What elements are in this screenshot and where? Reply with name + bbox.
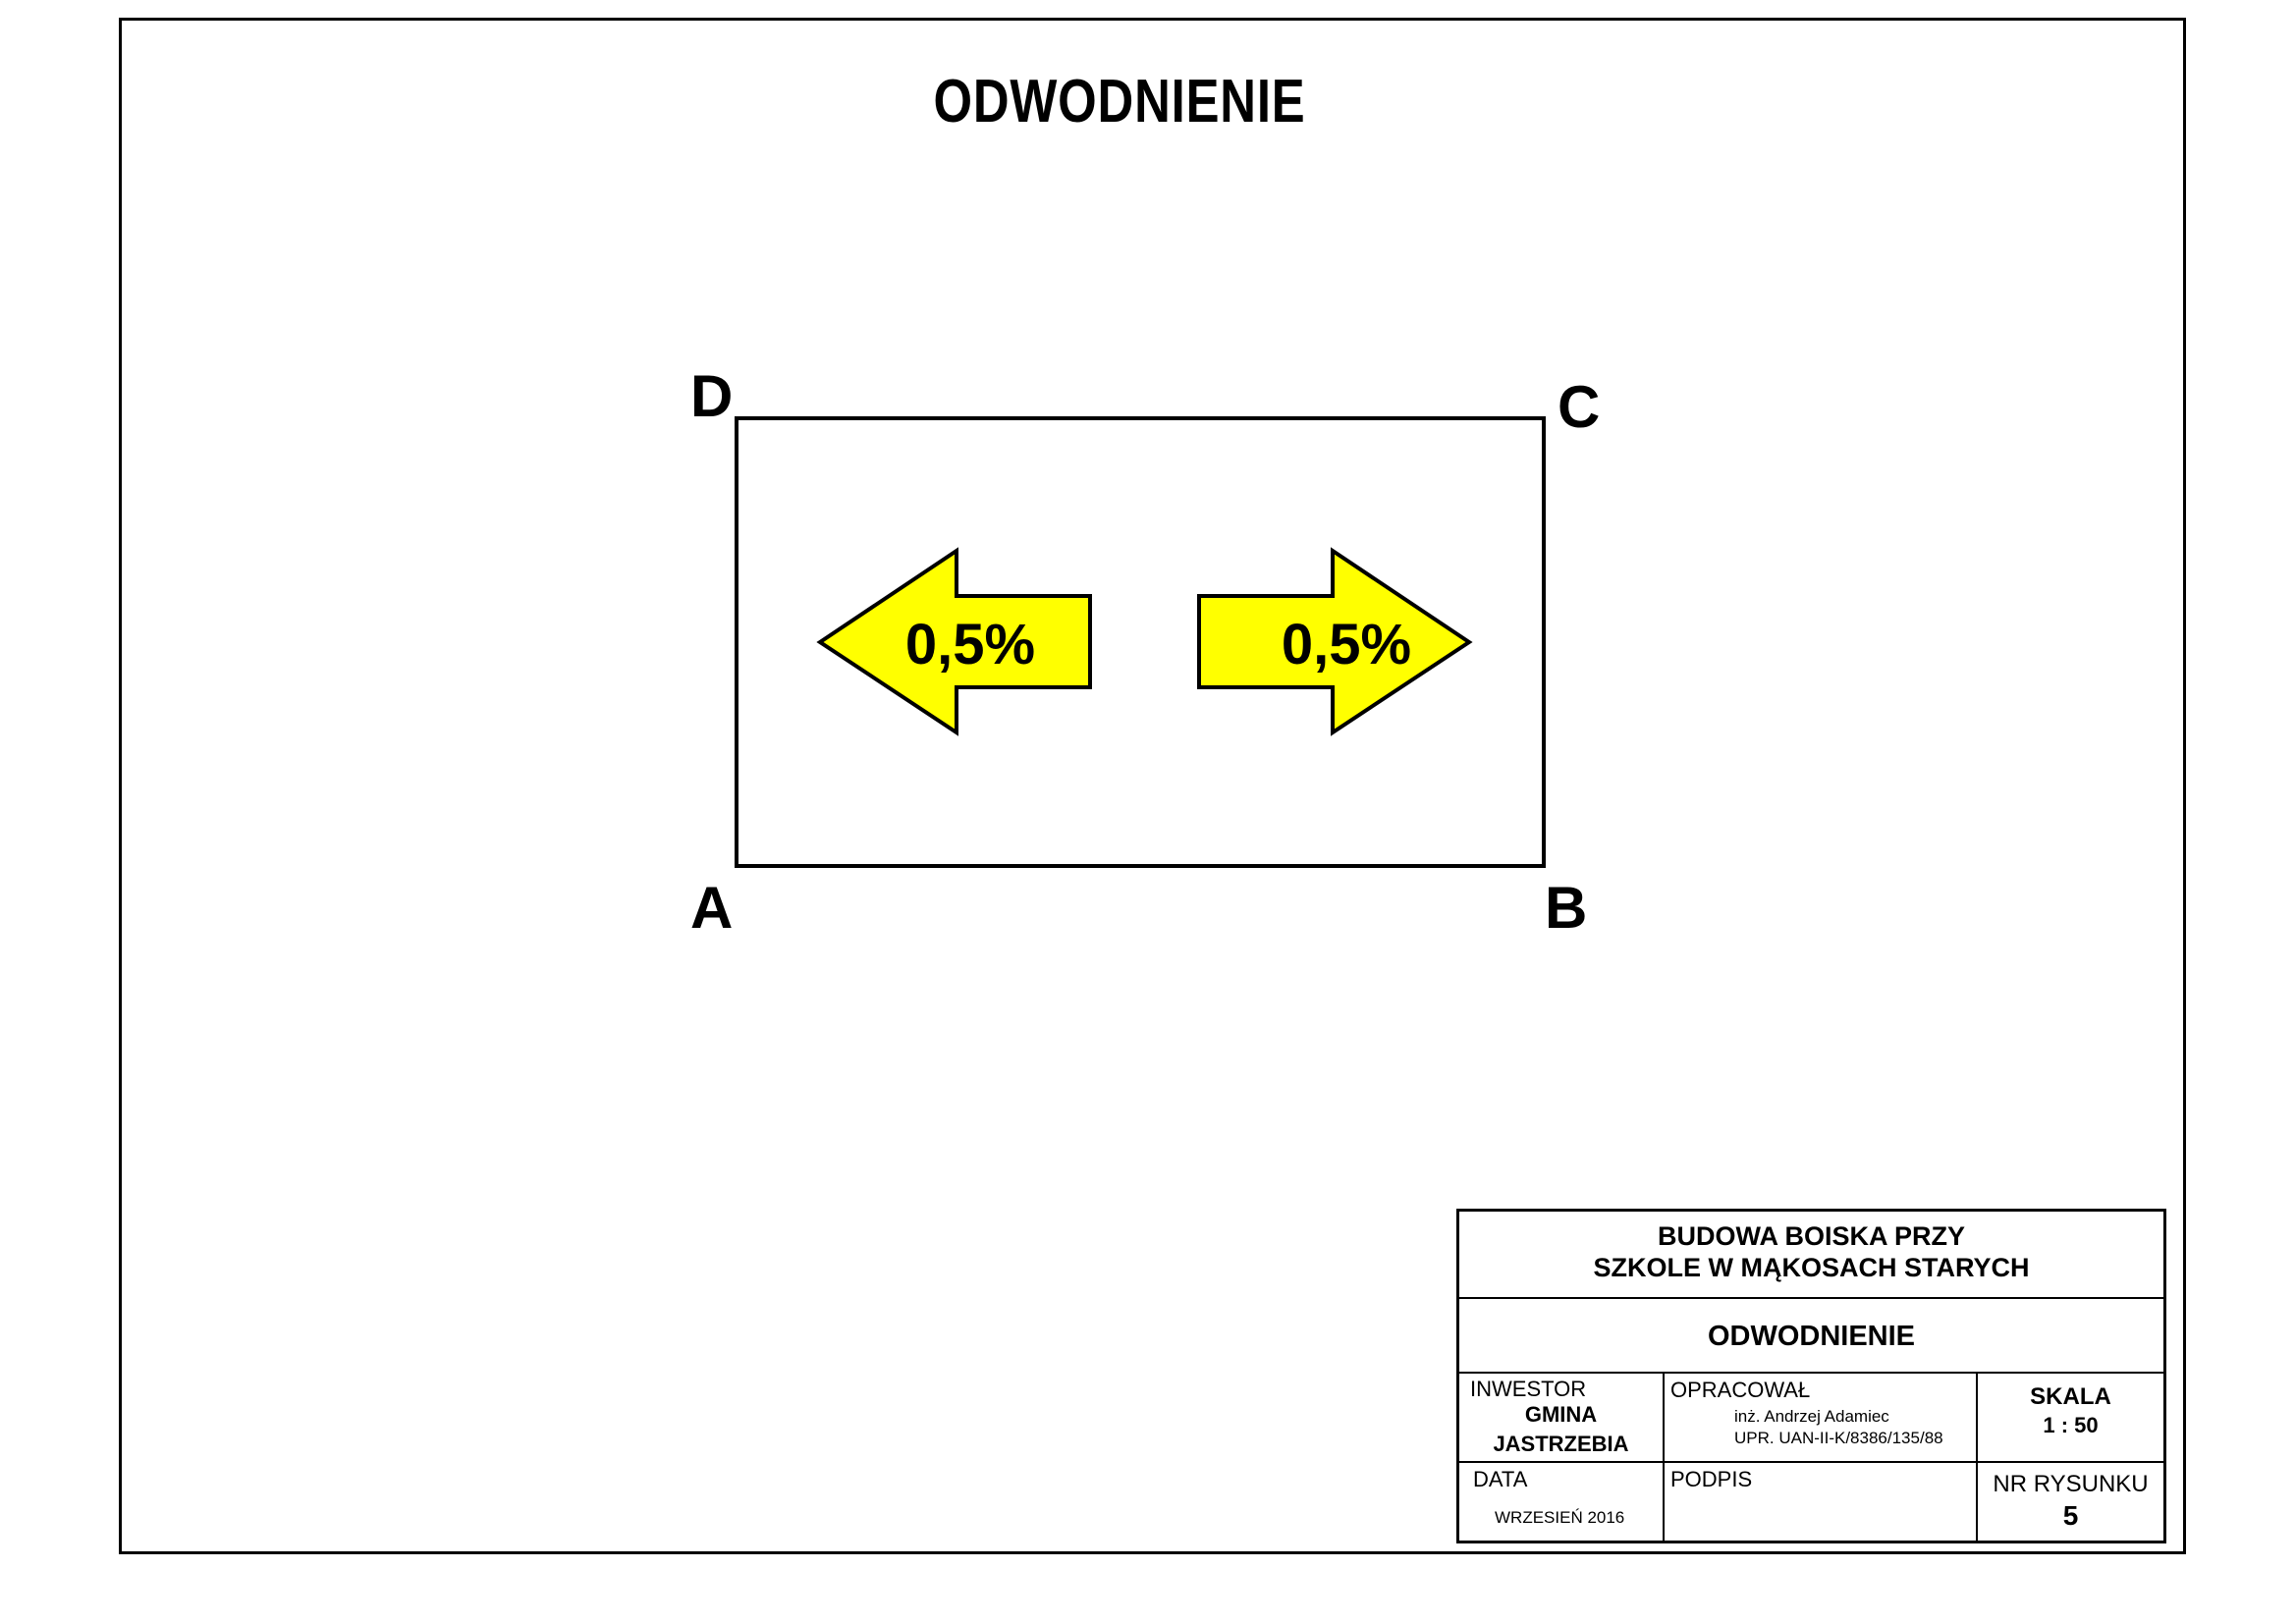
prepared-by-label: OPRACOWAŁ bbox=[1670, 1378, 1811, 1402]
prepared-by-name: inż. Andrzej Adamiec bbox=[1734, 1407, 1889, 1426]
project-name-line2: SZKOLE W MĄKOSACH STARYCH bbox=[1593, 1253, 2030, 1282]
investor-label: INWESTOR bbox=[1470, 1377, 1587, 1401]
signature-label: PODPIS bbox=[1670, 1467, 1753, 1491]
scale-value: 1 : 50 bbox=[2043, 1413, 2099, 1437]
title-block bbox=[1456, 1209, 2166, 1543]
date-value: WRZESIEŃ 2016 bbox=[1495, 1508, 1625, 1527]
drawing-number-label: NR RYSUNKU bbox=[1993, 1471, 2149, 1497]
slope-label-right: 0,5% bbox=[1281, 613, 1412, 676]
project-name-line1: BUDOWA BOISKA PRZY bbox=[1657, 1221, 1965, 1251]
scale-label: SKALA bbox=[2030, 1383, 2111, 1410]
corner-label-a: A bbox=[690, 875, 734, 941]
divider-vertical-1 bbox=[1663, 1374, 1665, 1543]
corner-label-d: D bbox=[690, 363, 734, 429]
divider-horizontal bbox=[1459, 1461, 2163, 1463]
investor-name-line2: JASTRZEBIA bbox=[1493, 1432, 1629, 1456]
drawing-name-cell bbox=[1459, 1299, 2163, 1374]
investor-name-line1: GMINA bbox=[1524, 1402, 1598, 1427]
page-title: ODWODNIENIE bbox=[933, 68, 1306, 135]
date-label: DATA bbox=[1473, 1467, 1528, 1491]
drawing-name: ODWODNIENIE bbox=[1707, 1321, 1916, 1352]
prepared-by-license: UPR. UAN-II-K/8386/135/88 bbox=[1734, 1429, 1943, 1447]
slope-label-left: 0,5% bbox=[904, 613, 1036, 676]
drawing-number-value: 5 bbox=[2062, 1500, 2079, 1531]
corner-label-b: B bbox=[1545, 875, 1588, 941]
corner-label-c: C bbox=[1558, 374, 1601, 440]
project-name-cell bbox=[1459, 1212, 2163, 1299]
